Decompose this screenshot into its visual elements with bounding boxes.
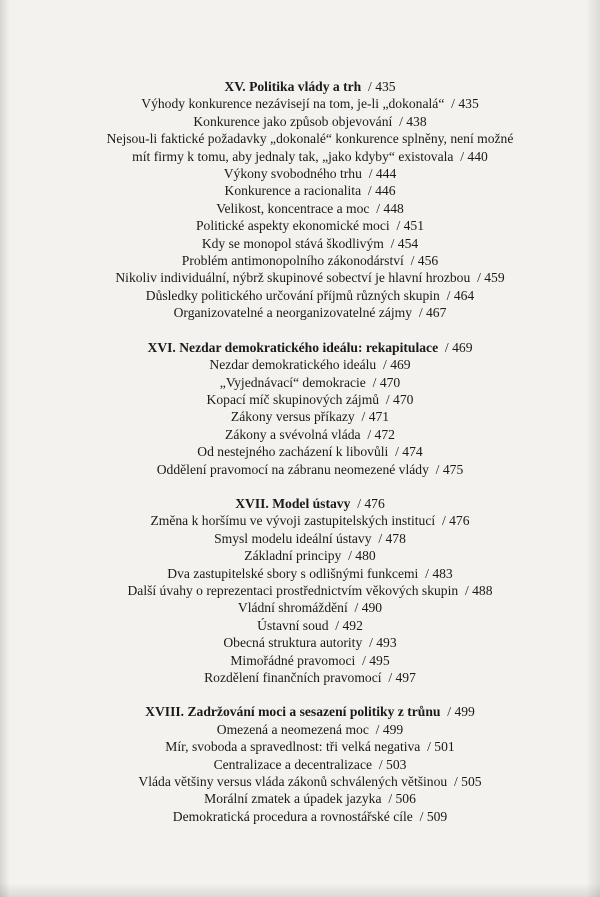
- toc-entry: [40, 721, 580, 738]
- page-edge-left: [0, 0, 10, 897]
- toc-entry-page-number: / 469: [383, 357, 411, 373]
- toc-entry: [40, 304, 580, 321]
- chapter-page-number: / 435: [368, 79, 396, 94]
- toc-entry-page-number: / 499: [375, 721, 404, 737]
- toc-entry: [40, 443, 580, 460]
- toc-entry-title: Organizovatelné a neorganizovatelné zájmy: [173, 305, 413, 321]
- chapter-section: [40, 703, 580, 825]
- toc-entry: [40, 391, 580, 408]
- toc-entry-page-number: / 472: [367, 426, 395, 442]
- toc-entry: [40, 130, 580, 147]
- toc-entry-page-number: / 446: [367, 183, 396, 199]
- toc-entry-title: Demokratická procedura a rovnostářské cíle: [172, 808, 413, 824]
- toc-entry-page-number: / 470: [372, 374, 401, 390]
- chapter-section: [40, 339, 580, 478]
- toc-entry-page-number: / 444: [368, 166, 397, 182]
- toc-entry-title: Vláda většiny versus vláda zákonů schválených většinou: [138, 774, 448, 790]
- toc-entry: [40, 599, 580, 616]
- toc-entry-title: Omezená a neomezená moc: [216, 721, 369, 737]
- toc-entry: [40, 461, 580, 478]
- toc-entry-title: Ústavní soud: [257, 617, 329, 633]
- toc-entry: [40, 148, 580, 165]
- toc-entry: [40, 652, 580, 669]
- toc-entry: [40, 547, 580, 564]
- toc-entry: [40, 582, 580, 599]
- toc-entry-page-number: / 480: [348, 548, 376, 564]
- toc-entry: [40, 182, 580, 199]
- toc-entry-title: Další úvahy o reprezentaci prostřednictvím věkových skupin: [127, 582, 459, 598]
- chapter-page-number: / 476: [357, 495, 385, 511]
- toc-entry-page-number: / 476: [441, 513, 470, 529]
- chapter-heading: [40, 78, 580, 95]
- toc-entry-title: Konkurence a racionalita: [224, 183, 362, 199]
- toc-entry-title: Centralizace a decentralizace: [213, 756, 373, 772]
- toc-entry-title: Smysl modelu ideální ústavy: [214, 530, 372, 546]
- toc-entry: [40, 235, 580, 252]
- toc-entry-title: Velikost, koncentrace a moc: [216, 200, 370, 216]
- toc-entry: [40, 165, 580, 182]
- toc-entry: [40, 808, 580, 825]
- chapter-page-number: / 499: [447, 704, 475, 720]
- toc-entry-title: Důsledky politického určování příjmů různých skupin: [145, 287, 440, 303]
- toc-entry-page-number: / 495: [362, 652, 390, 668]
- toc-entry-page-number: / 464: [446, 287, 475, 303]
- chapter-section: [40, 78, 580, 322]
- toc-entry-page-number: / 497: [388, 670, 416, 685]
- toc-entry-page-number: / 478: [378, 530, 406, 546]
- toc-entry-title: Mír, svoboda a spravedlnost: tři velká negativa: [165, 739, 421, 755]
- toc-entry-page-number: / 509: [419, 808, 448, 824]
- toc-entry-title: Vládní shromáždění: [237, 600, 348, 616]
- toc-entry-title: Zákony versus příkazy: [230, 409, 355, 425]
- toc-entry: [40, 790, 580, 807]
- toc-entry-page-number: / 505: [454, 774, 482, 790]
- toc-entry-page-number: / 454: [390, 235, 419, 251]
- toc-entry-page-number: / 448: [376, 200, 404, 216]
- chapter-page-number: / 469: [444, 339, 473, 355]
- toc-entry: [40, 113, 580, 130]
- chapter-heading: [40, 495, 580, 512]
- toc-entry: [40, 95, 580, 112]
- toc-entry-title: Základní principy: [244, 548, 342, 564]
- table-of-contents: [40, 78, 580, 842]
- toc-entry-title: Konkurence jako způsob objevování: [193, 113, 393, 129]
- chapter-heading: [40, 703, 580, 720]
- toc-entry-title: Rozdělení finančních pravomocí: [204, 670, 382, 685]
- toc-entry: [40, 287, 580, 304]
- toc-entry: [40, 200, 580, 217]
- toc-entry-page-number: / 475: [435, 461, 464, 477]
- toc-entry-page-number: / 459: [477, 270, 505, 286]
- toc-entry-page-number: / 438: [399, 113, 427, 129]
- toc-entry: [40, 374, 580, 391]
- toc-entry-page-number: / 474: [395, 444, 423, 460]
- toc-entry: [40, 756, 580, 773]
- chapter-section: [40, 495, 580, 686]
- toc-entry-title: Kdy se monopol stává škodlivým: [201, 235, 384, 251]
- toc-entry-title: Nezdar demokratického ideálu: [209, 357, 377, 373]
- toc-entry-title: Problém antimonopolního zákonodárství: [181, 253, 404, 269]
- toc-entry-title: Zákony a svévolná vláda: [225, 426, 361, 442]
- toc-entry-title: mít firmy k tomu, aby jednaly tak, „jako kdyby“ existovala: [132, 148, 454, 164]
- toc-entry-title: Mimořádné pravomoci: [230, 652, 356, 668]
- toc-entry: [40, 530, 580, 547]
- toc-entry-title: Výkony svobodného trhu: [223, 166, 362, 182]
- toc-entry-page-number: / 471: [361, 409, 390, 425]
- toc-entry: [40, 408, 580, 425]
- chapter-title: XVII. Model ústavy: [235, 495, 351, 511]
- toc-entry-title: Oddělení pravomocí na zábranu neomezené vlády: [156, 461, 429, 477]
- toc-entry: [40, 565, 580, 582]
- toc-entry-page-number: / 456: [410, 253, 439, 269]
- toc-entry: [40, 217, 580, 234]
- toc-entry: [40, 738, 580, 755]
- toc-entry-title: Výhody konkurence nezávisejí na tom, je-li „dokonalá“: [141, 96, 445, 112]
- toc-entry-page-number: / 451: [396, 218, 425, 234]
- toc-entry: [40, 773, 580, 790]
- toc-entry-title: Obecná struktura autority: [223, 635, 363, 651]
- toc-entry-page-number: / 467: [418, 305, 447, 321]
- toc-entry-title: Dva zastupitelské sbory s odlišnými funkcemi: [167, 565, 419, 581]
- toc-entry-title: Morální zmatek a úpadek jazyka: [204, 791, 382, 807]
- toc-entry-page-number: / 503: [378, 756, 407, 772]
- toc-entry-title: Od nestejného zacházení k libovůli: [197, 444, 389, 460]
- chapter-title: XVI. Nezdar demokratického ideálu: rekapitulace: [147, 339, 439, 355]
- toc-entry-page-number: / 483: [425, 565, 453, 581]
- toc-entry: [40, 634, 580, 651]
- toc-entry-title: Změna k horšímu ve vývoji zastupitelských institucí: [150, 513, 436, 529]
- toc-entry-page-number: / 435: [451, 96, 479, 112]
- chapter-title: XVIII. Zadržování moci a sesazení politiky z trůnu: [145, 704, 441, 720]
- toc-entry-page-number: / 470: [385, 391, 414, 407]
- toc-entry: [40, 512, 580, 529]
- toc-entry-page-number: / 440: [460, 148, 488, 164]
- toc-entry-page-number: / 506: [388, 791, 416, 807]
- toc-entry: [40, 356, 580, 373]
- page-edge-right: [586, 0, 600, 897]
- toc-entry: [40, 269, 580, 286]
- toc-entry: [40, 252, 580, 269]
- page-edge-bottom: [0, 883, 600, 897]
- toc-entry: [40, 617, 580, 634]
- toc-entry-page-number: / 493: [369, 635, 397, 651]
- toc-entry-title: Kopací míč skupinových zájmů: [206, 391, 380, 407]
- toc-entry-title: Nejsou-li faktické požadavky „dokonalé“ konkurence splněny, není možné: [106, 131, 514, 147]
- chapter-title: XV. Politika vlády a trh: [224, 79, 362, 94]
- toc-entry-title: „Vyjednávací“ demokracie: [219, 374, 366, 390]
- toc-entry-page-number: / 501: [427, 739, 455, 755]
- toc-entry-page-number: / 488: [464, 582, 493, 598]
- chapter-heading: [40, 339, 580, 356]
- toc-entry-page-number: / 492: [335, 617, 363, 633]
- toc-entry-title: Politické aspekty ekonomické moci: [195, 218, 390, 234]
- toc-entry: [40, 426, 580, 443]
- toc-entry-page-number: / 490: [354, 600, 383, 616]
- toc-entry-title: Nikoliv individuální, nýbrž skupinové sobectví je hlavní hrozbou: [115, 270, 471, 286]
- toc-entry: [40, 669, 580, 686]
